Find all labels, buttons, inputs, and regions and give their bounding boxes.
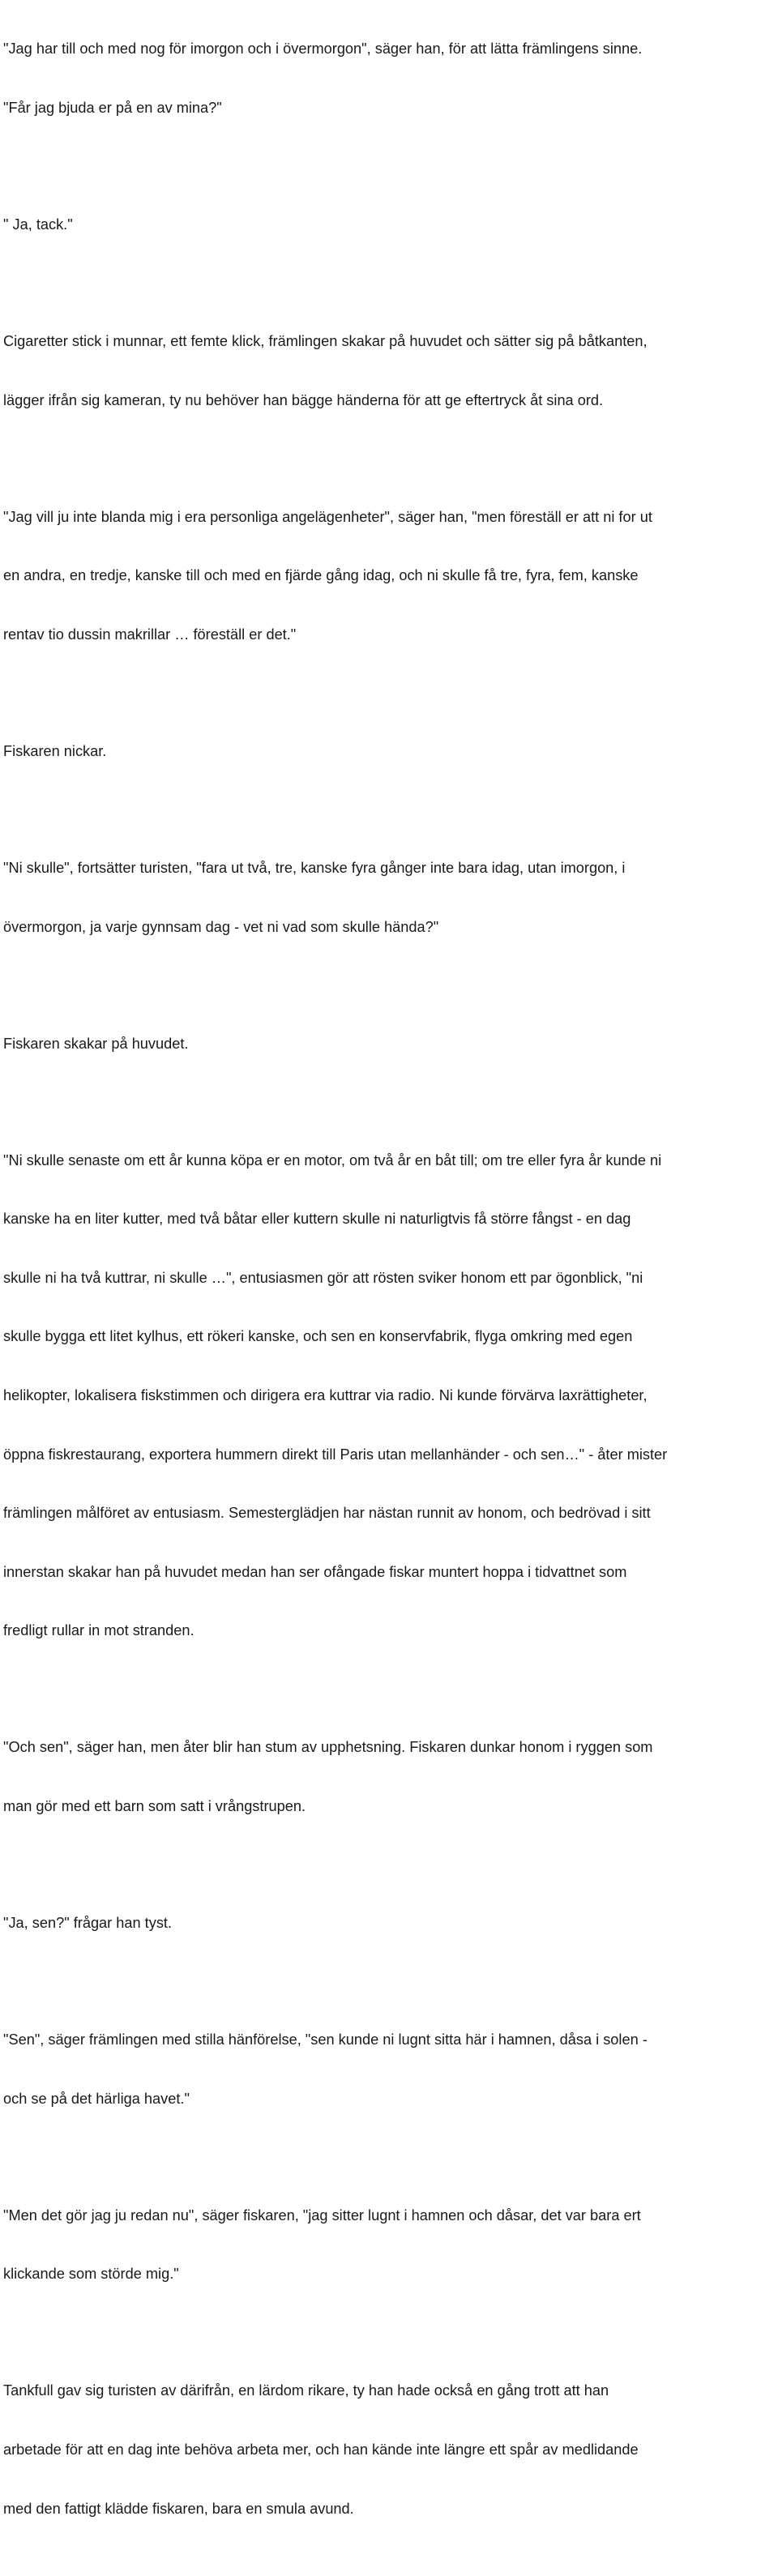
text-line: och se på det härliga havet." xyxy=(3,2090,190,2107)
paragraph-11 xyxy=(3,1991,775,2148)
text-line: med den fattigt klädde fiskaren, bara en smula avund. xyxy=(3,2500,354,2517)
text-line: Fiskaren skakar på huvudet. xyxy=(3,1035,189,1052)
text-line: lägger ifrån sig kameran, ty nu behöver han bägge händerna för att ge eftertryck åt sina ord. xyxy=(3,391,604,408)
text-line: "Men det gör jag ju redan nu", säger fiskaren, "jag sitter lugnt i hamnen och dåsar, det var bara ert xyxy=(3,2206,641,2224)
paragraph-9 xyxy=(3,1698,775,1856)
text-line: innerstan skakar han på huvudet medan han ser ofångade fiskar muntert hoppa i tidvattnet som xyxy=(3,1563,627,1580)
paragraph-6 xyxy=(3,819,775,976)
text-line: Tankfull gav sig turisten av därifrån, en lärdom rikare, ty han hade också en gång trott att han xyxy=(3,2382,609,2399)
text-line: en andra, en tredje, kanske till och med en fjärde gång idag, och ni skulle få tre, fyra, fem, kanske xyxy=(3,567,639,584)
text-line: "Får jag bjuda er på en av mina?" xyxy=(3,100,222,117)
text-line: "Sen", säger främlingen med stilla hänförelse, "sen kunde ni lugnt sitta här i hamnen, dåsa i solen - xyxy=(3,2031,648,2048)
text-line: arbetade för att en dag inte behöva arbeta mer, och han kände inte längre ett spår av medlidande xyxy=(3,2441,639,2458)
paragraph-4 xyxy=(3,468,775,683)
text-line: klickande som störde mig." xyxy=(3,2266,179,2283)
text-line: "Och sen", säger han, men åter blir han stum av upphetsning. Fiskaren dunkar honom i ryggen som xyxy=(3,1739,653,1756)
document-body xyxy=(3,0,775,2576)
text-line: Fiskaren nickar. xyxy=(3,742,107,759)
text-line: "Ni skulle", fortsätter turisten, "fara ut två, tre, kanske fyra gånger inte bara idag, utan imorgon, i xyxy=(3,859,626,876)
paragraph-3 xyxy=(3,293,775,450)
paragraph-2 xyxy=(3,176,775,274)
paragraph-13 xyxy=(3,2342,775,2557)
text-line: "Jag har till och med nog för imorgon och i övermorgon", säger han, för att lätta främlingens sinne. xyxy=(3,41,643,58)
text-line: fredligt rullar in mot stranden. xyxy=(3,1622,194,1639)
text-line: "Jag vill ju inte blanda mig i era personliga angelägenheter", säger han, "men föreställ er att ni for ut xyxy=(3,508,652,525)
text-line: kanske ha en liter kutter, med två båtar eller kuttern skulle ni naturligtvis få större fångst - en dag xyxy=(3,1211,631,1228)
text-line: Cigaretter stick i munnar, ett femte klick, främlingen skakar på huvudet och sätter sig på båtkanten, xyxy=(3,333,648,350)
paragraph-12 xyxy=(3,2166,775,2323)
paragraph-8 xyxy=(3,1111,775,1680)
text-line: skulle ni ha två kuttrar, ni skulle …", entusiasmen gör att rösten sviker honom ett par ögonblick, "ni xyxy=(3,1269,643,1286)
text-line: främlingen målföret av entusiasm. Semesterglädjen har nästan runnit av honom, och bedrövad i sitt xyxy=(3,1505,651,1522)
text-line: skulle bygga ett litet kylhus, ett rökeri kanske, och sen en konservfabrik, flyga omkring med egen xyxy=(3,1328,633,1345)
paragraph-7 xyxy=(3,994,775,1092)
text-line: helikopter, lokalisera fiskstimmen och dirigera era kuttrar via radio. Ni kunde förvärva laxrättigheter, xyxy=(3,1387,648,1403)
paragraph-1 xyxy=(3,0,775,157)
text-line: övermorgon, ja varje gynnsam dag - vet ni vad som skulle hända?" xyxy=(3,918,439,935)
text-line: man gör med ett barn som satt i vrångstrupen. xyxy=(3,1798,306,1815)
text-line: " Ja, tack." xyxy=(3,216,73,233)
text-line: "Ni skulle senaste om ett år kunna köpa er en motor, om två år en båt till; om tre eller fyra år kunde ni xyxy=(3,1151,662,1168)
text-line: öppna fiskrestaurang, exportera hummern direkt till Paris utan mellanhänder - och sen…" - åter mister xyxy=(3,1446,668,1463)
text-line: rentav tio dussin makrillar … föreställ er det." xyxy=(3,626,297,643)
text-line: "Ja, sen?" frågar han tyst. xyxy=(3,1915,173,1932)
paragraph-10 xyxy=(3,1874,775,1972)
paragraph-5 xyxy=(3,703,775,801)
